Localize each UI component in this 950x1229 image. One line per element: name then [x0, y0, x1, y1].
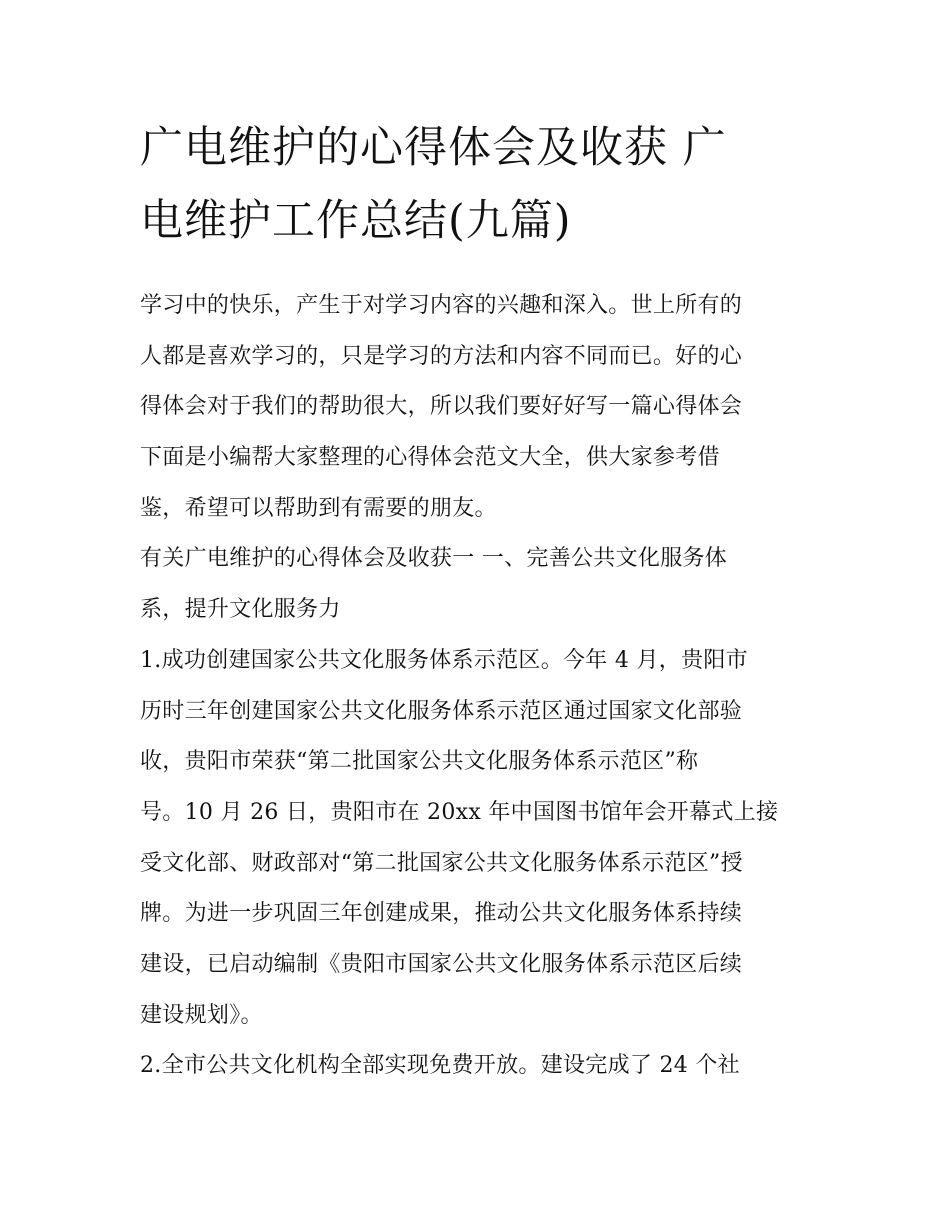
text-line: 鉴，希望可以帮助到有需要的朋友。 — [140, 495, 497, 521]
text-line: 历时三年创建国家公共文化服务体系示范区通过国家文化部验 — [140, 698, 743, 724]
text-line: 收，贵阳市荣获“第二批国家公共文化服务体系示范区”称 — [140, 749, 699, 775]
text-line: 有关广电维护的心得体会及收获一 一、完善公共文化服务体 — [140, 546, 728, 572]
paragraph-item-2 — [140, 1041, 830, 1092]
text-line: 得体会对于我们的帮助很大，所以我们要好好写一篇心得体会 — [140, 394, 743, 420]
text-line: 1.成功创建国家公共文化服务体系示范区。今年 4 月，贵阳市 — [140, 647, 748, 673]
paragraph-intro — [140, 281, 830, 534]
text-line: 学习中的快乐，产生于对学习内容的兴趣和深入。世上所有的 — [140, 293, 743, 318]
text-line: 下面是小编帮大家整理的心得体会范文大全，供大家参考借 — [140, 445, 720, 471]
text-line: 建设规划》。 — [140, 1002, 263, 1028]
text-line: 人都是喜欢学习的，只是学习的方法和内容不同而已。好的心 — [140, 343, 743, 369]
document-title — [140, 112, 820, 258]
text-line: 号。10 月 26 日，贵阳市在 20xx 年中国图书馆年会开幕式上接 — [140, 799, 779, 825]
paragraph-section-heading — [140, 534, 830, 635]
title-line: 电维护工作总结(九篇) — [140, 196, 572, 246]
text-line: 系，提升文化服务力 — [140, 597, 341, 623]
title-line: 广电维护的心得体会及收获 广 — [140, 123, 727, 173]
document-body — [140, 281, 830, 1092]
text-line: 牌。为进一步巩固三年创建成果，推动公共文化服务体系持续 — [140, 901, 743, 927]
text-line: 建设，已启动编制《贵阳市国家公共文化服务体系示范区后续 — [140, 951, 743, 977]
text-line: 受文化部、财政部对“第二批国家公共文化服务体系示范区”授 — [140, 850, 743, 876]
text-line: 2.全市公共文化机构全部实现免费开放。建设完成了 24 个社 — [140, 1053, 740, 1079]
paragraph-item-1 — [140, 636, 830, 1042]
